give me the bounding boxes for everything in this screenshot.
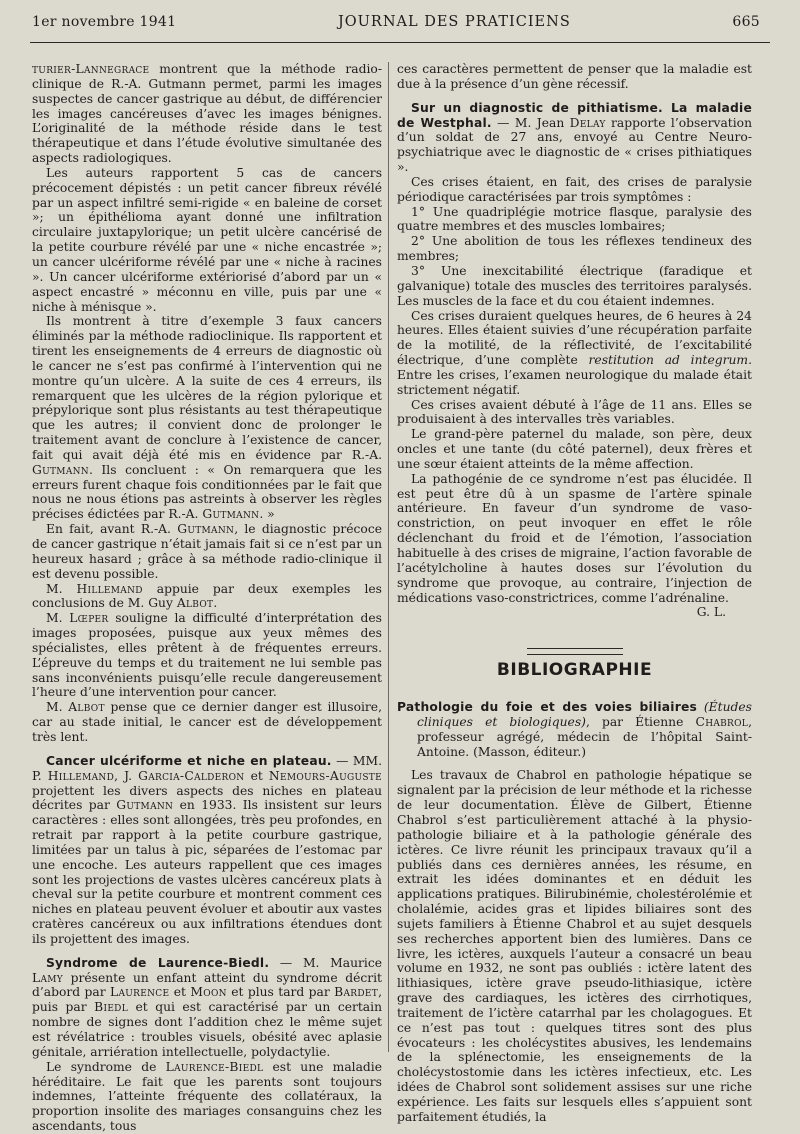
text: , professeur agrégé, médecin de l’hôpital Saint-Antoine. (Masson, éditeur.) [417, 714, 753, 759]
list-item: 2° Une abolition de tous les réflexes tendineux des membres; [397, 234, 752, 264]
paragraph [32, 582, 382, 612]
text: . [213, 596, 218, 611]
running-header [32, 14, 760, 40]
text: et [244, 768, 269, 783]
author-name: Gutmann [116, 798, 174, 813]
section-paragraph [397, 101, 752, 175]
section-heading: Cancer ulcériforme et niche en plateau. [46, 753, 332, 768]
author-name: Delay [569, 115, 606, 130]
text: En fait, avant R.-A. [46, 522, 178, 537]
author-name: Lœper [69, 611, 109, 626]
author-name: Albot [68, 700, 105, 715]
paragraph: ces caractères permettent de penser que la maladie est due à la présence d’un gène récessif. [397, 62, 752, 91]
spacer [32, 947, 382, 956]
section-heading: Syndrome de Laurence-Biedl. [46, 955, 270, 970]
text: Ces crises duraient quelques heures, de 6 heures à 24 heures. Elles étaient suivies d’une récupération parfaite de la motilité, de la réflectivité, de l’excitabilité électrique, d’une complète [397, 308, 752, 368]
book-title: Pathologie du foie et des voies biliaires [397, 700, 698, 715]
header-rule [30, 42, 770, 43]
text: , le diagnostic précoce de cancer gastrique n’était jamais fait si ce n’est par un heureux hasard ; grâce à sa méthode radio-clinique il est devenu possible. [32, 522, 383, 581]
author-name: Biedl [94, 1000, 128, 1015]
author-name: Laurence [110, 985, 170, 1000]
text: appuie par deux exemples les conclusions de M. Guy [32, 581, 382, 611]
text: présente un enfant atteint du syndrome décrit d’abord par [32, 970, 382, 1000]
author-name: Gutmann [177, 522, 235, 537]
section-heading: Sur un diagnostic de pithiatisme. La maladie de Westphal. [397, 100, 752, 130]
paragraph: Les travaux de Chabrol en pathologie hépatique se signalent par la précision de leur méthode et la richesse de leur documentation. Élève de Gilbert, Étienne Chabrol s’est particulièrement attaché à la physio-pathologie biliaire et à la pathologie générale des ictères. Ce livre réunit les principaux travaux qu’il a publiés dans ces dernières années, les résume, en extrait les idées dominantes et en déduit les applications pratiques. Bilirubinémie, cholestérolémie et cholalémie, acides gras et lipides biliaires sont des sujets familiers à Étienne Chabrol et au sujet desquels ses recherches apportent bien des lumières. Dans ce livre, les ictères, auxquels l’auteur a consacré un beau volume en 1932, ne sont pas oubliés : ictère latent des lithiasiques, ictère grave pseudo-lithiasique, ictère grave des cardiaques, les ictères des cirrhotiques, traitement de l’ictère catarrhal par les cholagogues. Et ce n’est pas tout : quelques titres sont des plus évocateurs : les cholécystites abusives, les lendemains de la splénectomie, les enseignements de la cholécystostomie dans les ictères infectieux, etc. Les idées de Chabrol sont solidement assises sur une riche expérience. Les faits sur lesquels elles s’appuient sont parfaitement étudiés, la [397, 768, 752, 1124]
text: rapporte l’observation d’un soldat de 27 ans, envoyé au Centre Neuro-psychiatrique avec le diagnostic de « crises pithiatiques ». [397, 115, 752, 175]
text: est une maladie héréditaire. Le fait que les parents sont toujours indemnes, l’atteinte fréquente des collatéraux, la proportion insolite des mariages consanguins chez les ascendants, tous [32, 1059, 382, 1134]
text: et plus tard par [226, 985, 335, 1000]
bibliography-reference [397, 700, 752, 759]
author-name: Bardet [334, 985, 379, 1000]
journal-title: JOURNAL DES PRATICIENS [337, 14, 571, 30]
text: M. [46, 700, 69, 715]
issue-date: 1er novembre 1941 [32, 14, 177, 30]
author-name: Albot [176, 596, 214, 611]
paragraph: Les auteurs rapportent 5 cas de cancers précocement dépistés : un petit cancer fibreux révélé par un aspect infiltré semi-rigide « en baleine de corset »; un épithélioma ayant donné une infiltration circulaire juxtapylorique; un petit ulcère cancérisé de la petite courbure révélé par une « niche encastrée »; un cancer ulcériforme révélé par une « niche à racines ». Un cancer ulcériforme extériorisé d’abord par un « aspect encastré » méconnu en ville, puis par une « niche à ménisque ». [32, 165, 382, 314]
text: . » [259, 507, 275, 522]
paragraph [32, 62, 382, 166]
paragraph: Le grand-père paternel du malade, son père, deux oncles et une tante (du côté paternel), deux frères et une sœur étaient atteints de la même affection. [397, 427, 752, 471]
paragraph [32, 314, 382, 522]
author-name: Gutmann [32, 462, 89, 477]
author-name: Laurence-Biedl [165, 1059, 264, 1074]
latin-phrase: restitution ad integrum [588, 353, 749, 368]
paragraph: Ces crises étaient, en fait, des crises de paralysie périodique caractérisées par trois symptômes : [397, 174, 752, 204]
column-divider [388, 62, 389, 1052]
text: , par Étienne [585, 714, 696, 729]
text: M. [46, 611, 70, 626]
text: en 1933. Ils insistent sur leurs caractères : elles sont allongées, très peu profondes, en retrait par rapport à la petite courbure gastrique, limitées par un talus à pic, séparées de l’estomac par une encoche. Les auteurs rappellent que ces images sont les projections de vastes ulcères cancéreux plats à cheval sur la petite courbure et montrent comment ces niches en plateau peuvent évoluer et aboutir aux vastes cratères cancéreux ou aux infiltrations étendues dont ils projettent des images. [32, 798, 382, 946]
right-column [397, 62, 752, 1125]
text: M. [46, 581, 77, 596]
text: Ils montrent à titre d’exemple 3 faux cancers éliminés par la méthode radioclinique. Ils rapportent et tirent les enseignements de 4 erreurs de diagnostic où le cancer ne s’est pas confirmé à l’intervention qui ne montre qu’un ulcère. A la suite de ces 4 erreurs, ils remarquent que les ulcères de la région pylorique et prépylorique sont plus résistants au test thérapeutique que les autres; il convient donc de prolonger le traitement avant de conclure à l’existence de cancer, fait qui avait déjà été mis en évidence par R.-A. [32, 314, 382, 462]
section-paragraph [32, 956, 382, 1060]
left-column [32, 62, 382, 1134]
text: et [169, 985, 191, 1000]
section-paragraph [32, 754, 382, 947]
author-name: Lamy [32, 970, 64, 985]
text: , puis par [32, 985, 382, 1015]
author-name: Nemours-Auguste [268, 768, 382, 783]
text: . Ils concluent : « On remarquera que les erreurs furent chaque fois conditionnées par le fait que nous ne nous étions pas astreints à observer les règles précises édictées par R.-A. [32, 462, 382, 522]
text: — M. Jean [491, 115, 570, 130]
page-number: 665 [732, 14, 760, 30]
text: Le syndrome de [46, 1059, 166, 1074]
spacer [397, 759, 752, 768]
paragraph [32, 611, 382, 700]
paragraph: Ces crises avaient débuté à l’âge de 11 ans. Elles se produisaient à des intervalles très variables. [397, 397, 752, 427]
author-name: Moon [190, 985, 227, 1000]
paragraph [32, 522, 382, 581]
text: — MM. P. [32, 753, 382, 783]
spacer [32, 745, 382, 754]
text: et qui est caractérisé par un certain nombre de signes dont l’addition chez le même sujet est révélatrice : troubles visuels, obésité avec aplasie génitale, arriération intellectuelle, polydactylie. [32, 1000, 382, 1059]
text: projettent les divers aspects des niches en plateau décrites par [32, 783, 382, 813]
author-name: Gutmann [202, 507, 260, 522]
text: , J. [114, 768, 139, 783]
text: . Entre les crises, l’examen neurologique du malade était strictement négatif. [397, 353, 752, 397]
author-name: Chabrol [695, 714, 749, 729]
list-item: 3° Une inexcitabilité électrique (faradique et galvanique) totale des muscles des territoires paralysés. Les muscles de la face et du cou étaient indemnes. [397, 263, 752, 308]
author-signature: G. L. [696, 605, 726, 620]
paragraph [32, 1060, 382, 1134]
text: souligne la difficulté d’interprétation des images proposées, puisque aux yeux mêmes des spécialistes, elles prêtent à de fréquentes erreurs. L’épreuve du temps et du traitement ne lui semble pas sans inconvénients puisqu’elle recule dangereusement l’heure d’une intervention pour cancer. [32, 611, 382, 700]
text: pense que ce dernier danger est illusoire, car au stade initial, le cancer est de développement très lent. [32, 700, 382, 744]
bibliography-title: BIBLIOGRAPHIE [496, 660, 653, 681]
author-name: Hillemand [47, 768, 115, 783]
spacer [397, 92, 752, 101]
book-subtitle: (Études cliniques et biologiques) [417, 700, 752, 729]
text: — M. Maurice [269, 955, 382, 970]
paragraph [32, 700, 382, 745]
list-item: 1° Une quadriplégie motrice flasque, paralysie des quatre membres et des muscles lombaires; [397, 204, 752, 234]
paragraph: La pathogénie de ce syndrome n’est pas élucidée. Il est peut être dû à un spasme de l’artère spinale antérieure. En faveur d’un syndrome de vaso-constriction, on peut invoquer en effet le rôle déclenchant du froid et de l’émotion, l’association habituelle à des crises de migraine, l’action favorable de l’acétylcholine à hautes doses sur l’évolution du syndrome que provoque, au contraire, l’injection de médications vaso-constrictrices, comme l’adrénaline. [397, 471, 752, 605]
paragraph-text: montrent que la méthode radio-clinique de R.-A. Gutmann permet, parmi les images suspectes de cancer gastrique au début, de différencier les images cancéreuses d’avec les images bénignes. L’originalité de la méthode réside dans le test thérapeutique et dans l’étude évolutive simultanée des aspects radiologiques. [32, 62, 382, 166]
author-name: turier-Lannegrace [32, 62, 150, 76]
author-name: Garcia-Calderon [138, 768, 245, 783]
author-name: Hillemand [76, 581, 143, 596]
paragraph [397, 309, 752, 398]
section-ornament-rule [527, 648, 623, 655]
